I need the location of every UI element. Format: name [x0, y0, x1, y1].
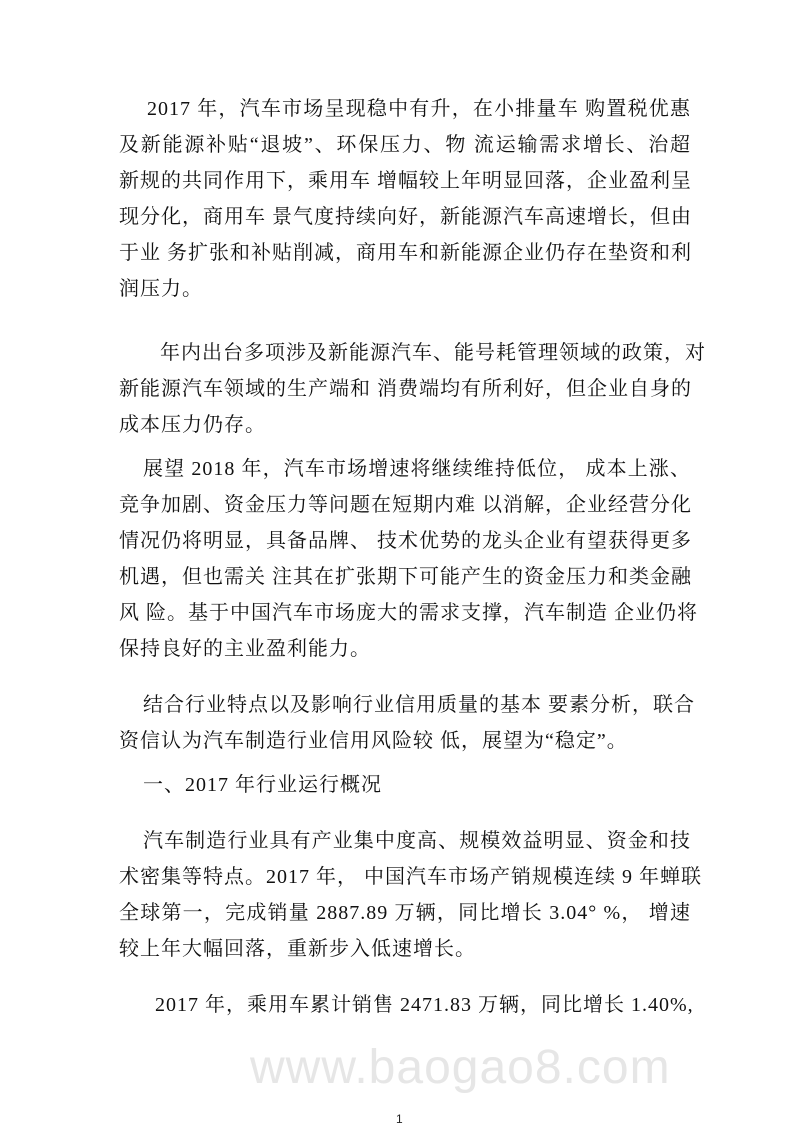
text-line: 风 险。基于中国汽车市场庞大的需求支撑，汽车制造 企业仍将: [119, 602, 698, 624]
text-line: 汽车制造行业具有产业集中度高、规模效益明显、资金和技: [143, 830, 691, 852]
text-line: 成本压力仍存。: [119, 414, 266, 436]
page-number: 1: [396, 1112, 403, 1126]
watermark: www.baogao8.com: [250, 1041, 671, 1094]
text-line: 术密集等特点。2017 年， 中国汽车市场产销规模连续 9 年蝉联: [119, 866, 702, 888]
text-line: 年内出台多项涉及新能源汽车、能号耗管理领域的政策，对: [160, 342, 706, 364]
text-line: 情况仍将明显，具备品牌、 技术优势的龙头企业有望获得更多: [119, 530, 692, 552]
text-line: 展望 2018 年，汽车市场增速将继续维持低位， 成本上涨、: [143, 458, 691, 480]
text-line: 结合行业特点以及影响行业信用质量的基本 要素分析，联合: [143, 694, 695, 716]
text-line: 润压力。: [119, 278, 203, 300]
text-line: 保持良好的主业盈利能力。: [119, 638, 371, 660]
text-line: 现分化，商用车 景气度持续向好，新能源汽车高速增长，但由: [119, 206, 692, 228]
text-line: 较上年大幅回落，重新步入低速增长。: [119, 938, 476, 960]
text-line: 2017 年，汽车市场呈现稳中有升，在小排量车 购置税优惠: [147, 98, 691, 120]
text-line: 竞争加剧、资金压力等问题在短期内难 以消解，企业经营分化: [119, 494, 692, 516]
text-line: 资信认为汽车制造行业信用风险较 低，展望为“稳定”。: [119, 730, 628, 752]
text-line: 新规的共同作用下，乘用车 增幅较上年明显回落，企业盈利呈: [119, 170, 692, 192]
text-line: 全球第一，完成销量 2887.89 万辆，同比增长 3.04° %， 增速: [119, 902, 691, 924]
text-line: 新能源汽车领域的生产端和 消费端均有所利好，但企业自身的: [119, 378, 692, 400]
text-line: 2017 年，乘用车累计销售 2471.83 万辆，同比增长 1.40%,: [155, 994, 694, 1016]
text-line: 及新能源补贴“退坡”、环保压力、物 流运输需求增长、治超: [119, 134, 691, 156]
text-line: 机遇，但也需关 注其在扩张期下可能产生的资金压力和类金融: [119, 566, 692, 588]
text-line: 于业 务扩张和补贴削减，商用车和新能源企业仍存在垫资和利: [119, 242, 692, 264]
text-line: 一、2017 年行业运行概况: [143, 774, 382, 796]
